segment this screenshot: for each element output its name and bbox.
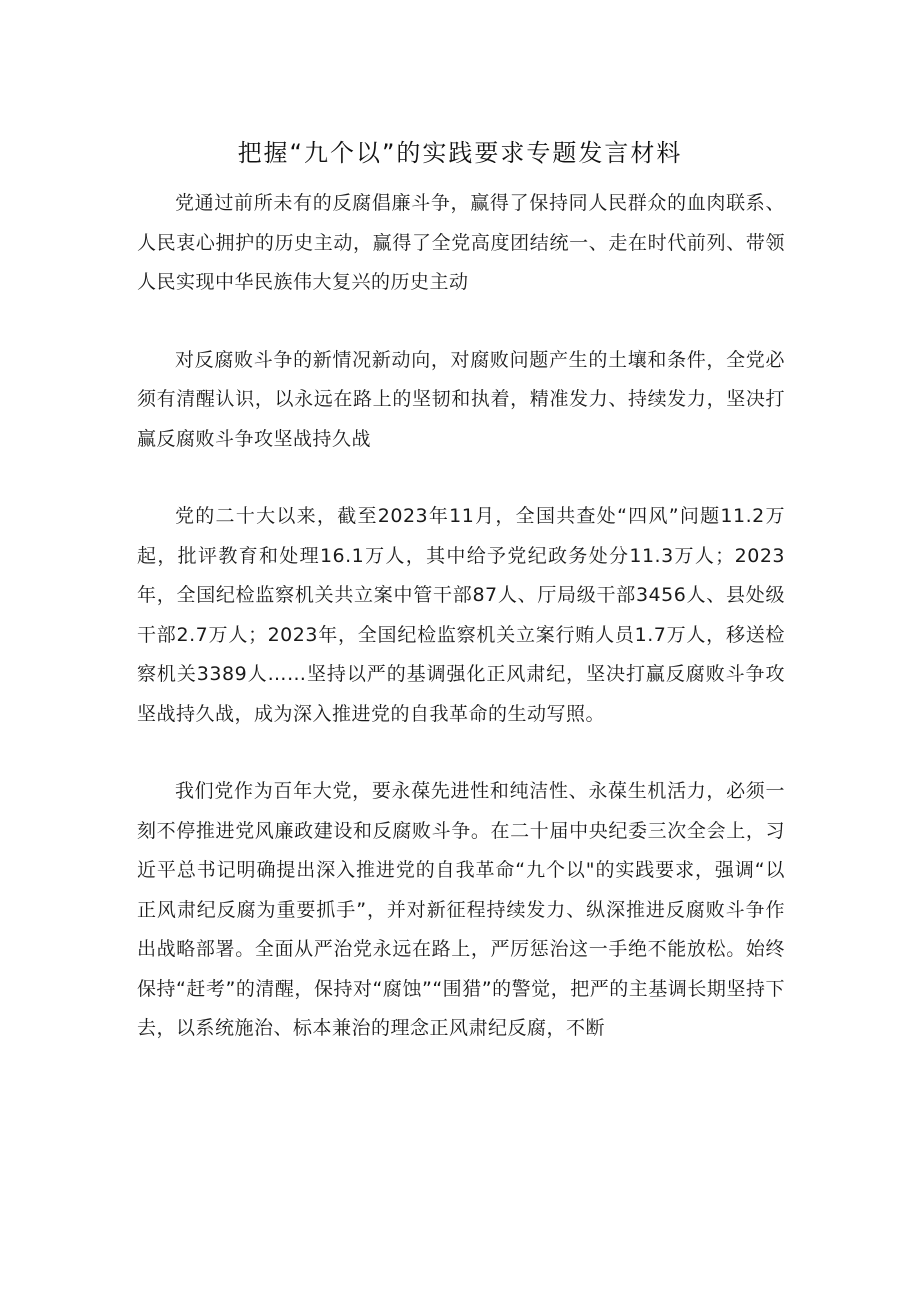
- document-title: 把握“九个以”的实践要求专题发言材料: [237, 139, 683, 167]
- document-body: [137, 184, 785, 1087]
- paragraph-1: 党通过前所未有的反腐倡廉斗争，赢得了保持同人民群众的血肉联系、人民衷心拥护的历史主动，赢得了全党高度团结统一、走在时代前列、带领人民实现中华民族伟大复兴的历史主动: [137, 192, 785, 293]
- paragraph-3: 党的二十大以来，截至2023年11月，全国共查处“四风”问题11.2万起，批评教育和处理16.1万人，其中给予党纪政务处分11.3万人；2023年，全国纪检监察机关共立案中管干部87人、厅局级干部3456人、县处级干部2.7万人；2023年，全国纪检监察机关立案行贿人员1.7万人，移送检察机关3389人……坚持以严的基调强化正风肃纪，坚决打赢反腐败斗争攻坚战持久战，成为深入推进党的自我革命的生动写照。: [137, 505, 785, 725]
- paragraph-2: 对反腐败斗争的新情况新动向，对腐败问题产生的土壤和条件，全党必须有清醒认识，以永远在路上的坚韧和执着，精准发力、持续发力，坚决打赢反腐败斗争攻坚战持久战: [137, 348, 785, 450]
- paragraph-4: 我们党作为百年大党，要永葆先进性和纯洁性、永葆生机活力，必须一刻不停推进党风廉政建设和反腐败斗争。在二十届中央纪委三次全会上，习近平总书记明确提出深入推进党的自我革命“九个以"的实践要求，强调“以正风肃纪反腐为重要抓手”，并对新征程持续发力、纵深推进反腐败斗争作出战略部署。全面从严治党永远在路上，严厉惩治这一手绝不能放松。始终保持“赶考”的清醒，保持对“腐蚀”“围猎”的警觉，把严的主基调长期坚持下去，以系统施治、标本兼治的理念正风肃纪反腐，不断: [137, 780, 785, 1039]
